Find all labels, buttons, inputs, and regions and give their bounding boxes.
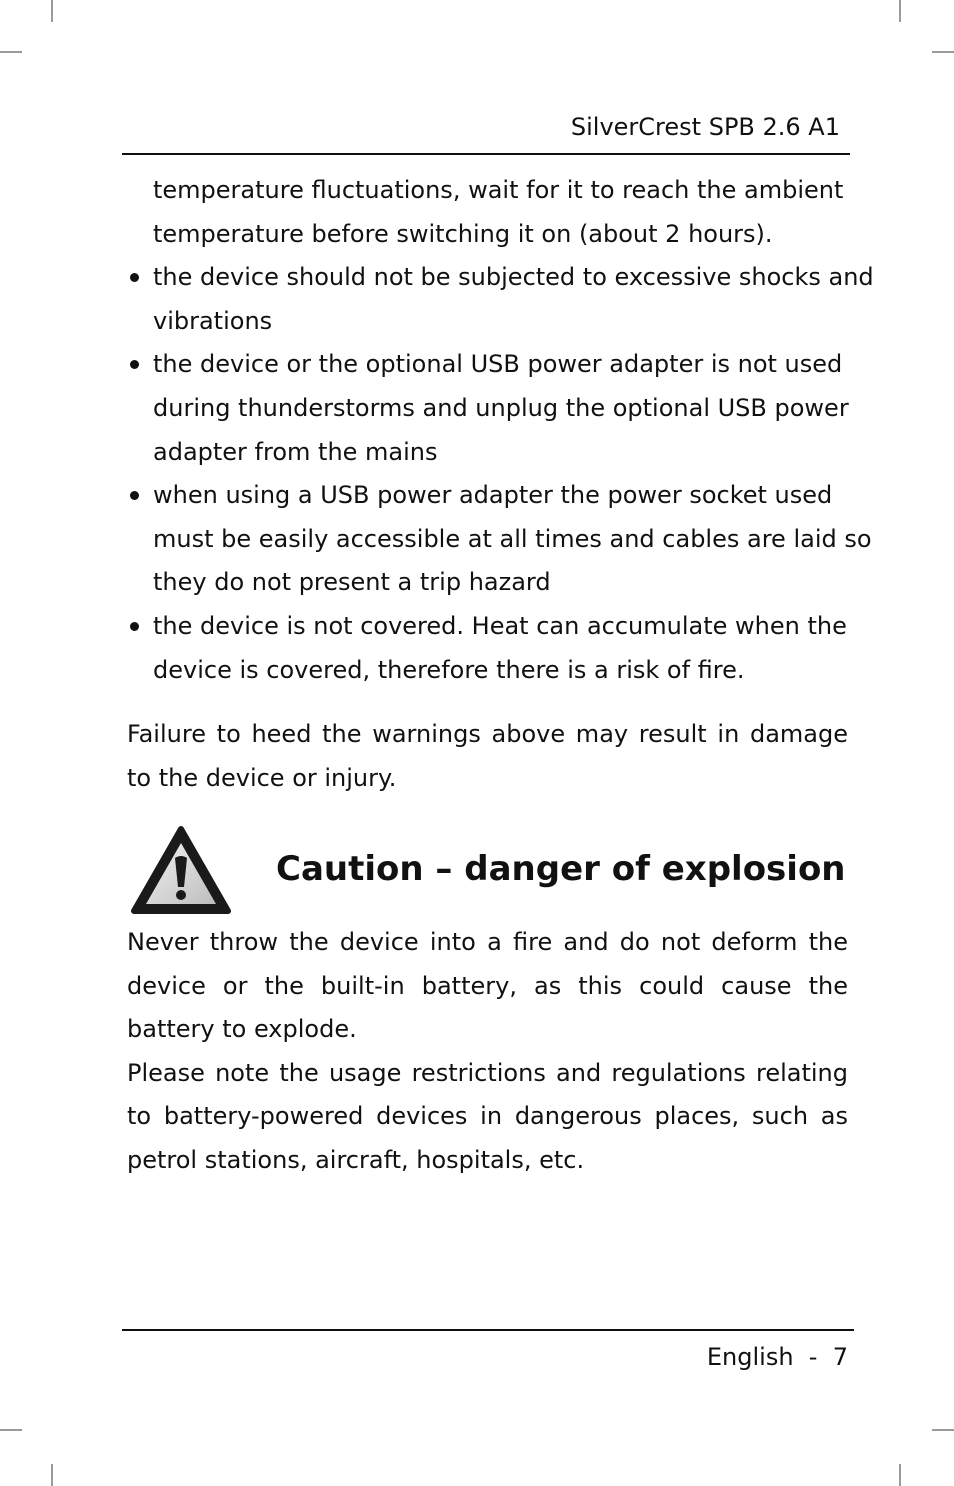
footer-rule — [122, 1329, 854, 1331]
header-rule — [122, 153, 850, 155]
continued-text: temperature fluctuations, wait for it to reach the ambient temperature before switching it on (about 2 hours). — [153, 176, 844, 248]
safety-list — [127, 169, 874, 692]
section-heading: Caution – danger of explosion — [276, 849, 846, 889]
crop-mark — [899, 0, 901, 22]
warning-triangle-icon — [130, 825, 232, 915]
running-header: SilverCrest SPB 2.6 A1 — [570, 113, 840, 141]
crop-mark — [932, 1429, 954, 1431]
crop-mark — [0, 1429, 22, 1431]
caution-paragraph: Please note the usage restrictions and regulations relating to battery-powered devices in dangerous places, such as petrol stations, aircraft, hospitals, etc. — [127, 1058, 848, 1174]
bullet-icon — [130, 622, 139, 631]
caution-body — [127, 921, 848, 1183]
bullet-icon — [130, 360, 139, 369]
list-item: the device or the optional USB power adapter is not used during thunderstorms and unplug the optional USB power adapter from the mains — [127, 343, 848, 474]
bullet-list — [127, 256, 874, 692]
crop-mark — [932, 51, 954, 53]
caution-paragraph: Never throw the device into a fire and do not deform the device or the built-in battery, as this could cause the battery to explode. — [127, 928, 848, 1044]
crop-mark — [899, 1464, 901, 1486]
list-item: when using a USB power adapter the power socket used must be easily accessible at all times and cables are laid so they do not present a trip hazard — [127, 474, 848, 605]
crop-mark — [0, 51, 22, 53]
list-item: the device is not covered. Heat can accumulate when the device is covered, therefore there is a risk of fire. — [127, 605, 848, 692]
bullet-icon — [130, 273, 139, 282]
crop-mark — [51, 1464, 53, 1486]
list-item: the device should not be subjected to excessive shocks and vibrations — [127, 256, 848, 343]
warning-note: Failure to heed the warnings above may result in damage to the device or injury. — [127, 720, 848, 792]
crop-mark — [51, 0, 53, 22]
page-number: English - 7 — [706, 1343, 848, 1371]
bullet-icon — [130, 491, 139, 500]
